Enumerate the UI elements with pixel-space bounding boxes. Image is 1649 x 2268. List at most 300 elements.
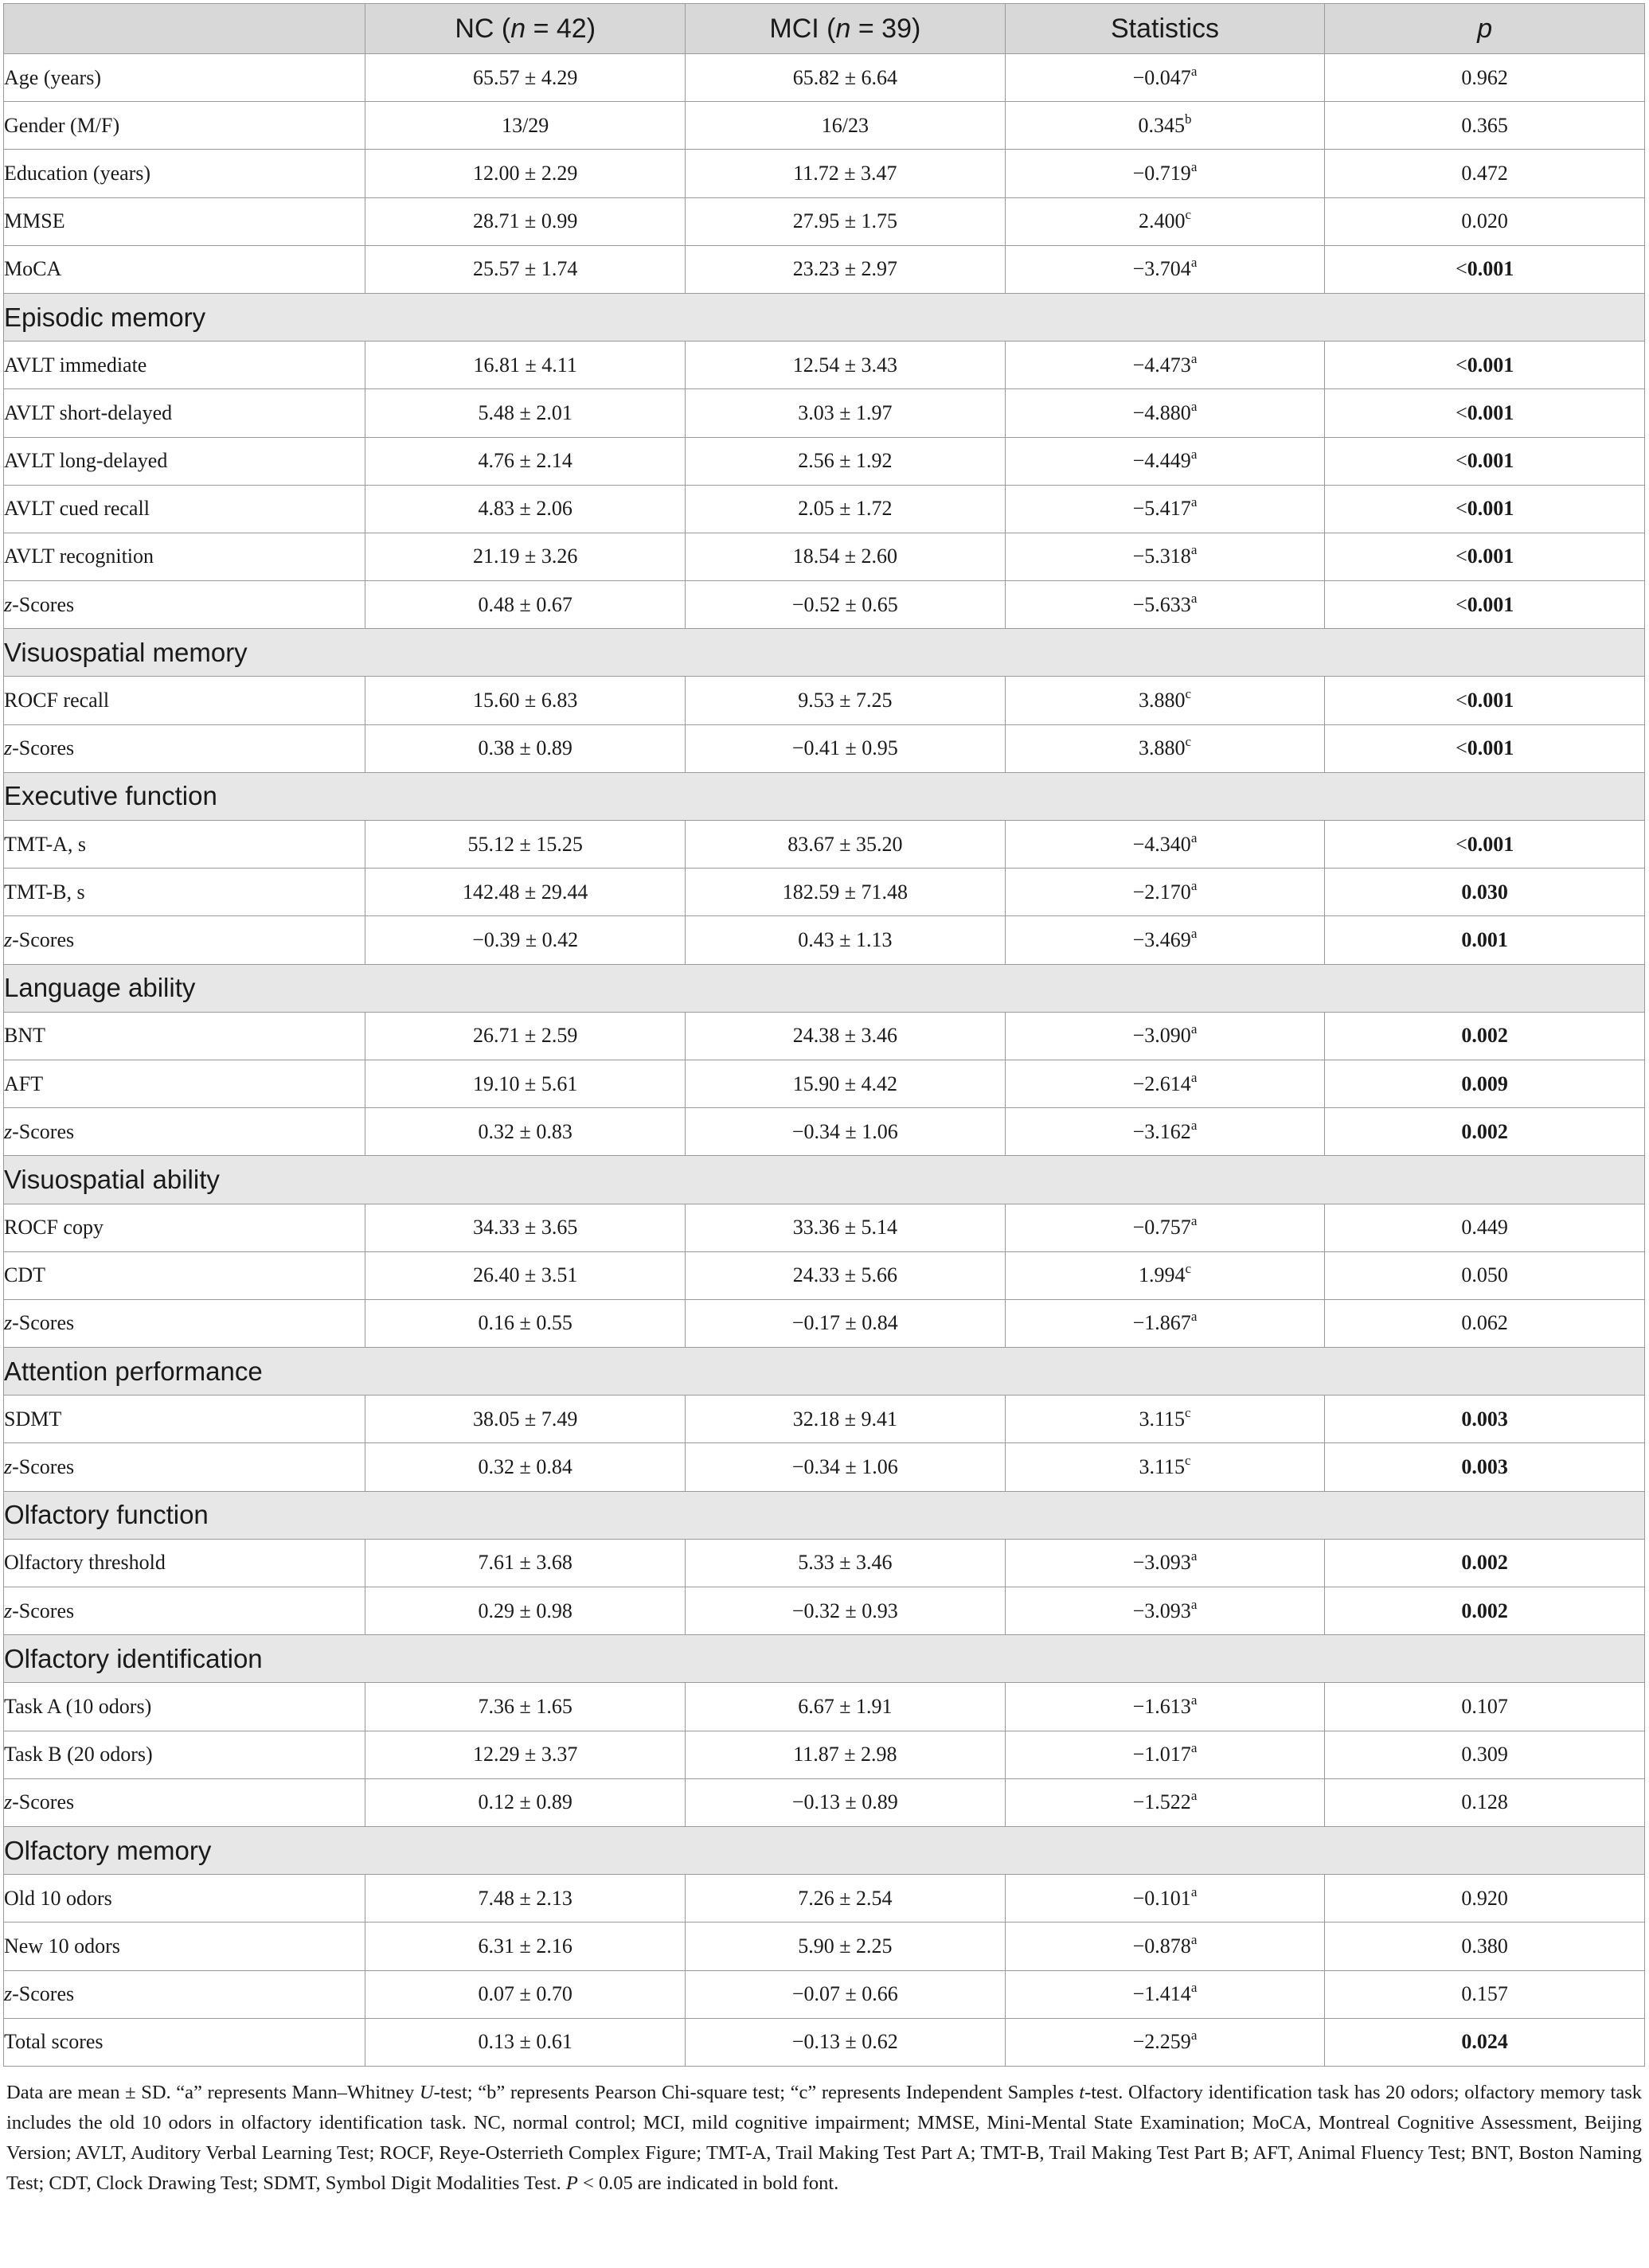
nc-value: 0.32 ± 0.83 (365, 1108, 686, 1156)
header-blank (4, 4, 365, 54)
statistic-number: 3.115 (1139, 1407, 1185, 1431)
row-label-text: CDT (4, 1263, 45, 1287)
row-label-text: ROCF copy (4, 1216, 104, 1239)
mci-value: −0.52 ± 0.65 (686, 581, 1006, 629)
row-label-text: Gender (M/F) (4, 113, 120, 137)
test-marker: c (1185, 207, 1192, 223)
row-label-text: Task A (10 odors) (4, 1694, 152, 1718)
nc-value: 0.38 ± 0.89 (365, 724, 686, 772)
table-row (4, 1204, 1645, 1251)
row-label (4, 102, 365, 150)
section-title: Executive function (4, 772, 1645, 820)
statistic-number: −0.719 (1132, 161, 1191, 185)
p-number: 0.003 (1461, 1455, 1508, 1479)
table-row (4, 485, 1645, 533)
row-label (4, 1443, 365, 1491)
row-label-text: MoCA (4, 257, 62, 281)
row-label (4, 1060, 365, 1107)
p-value (1325, 1060, 1645, 1107)
mci-value: 2.56 ± 1.92 (686, 437, 1006, 485)
mci-value: −0.32 ± 0.93 (686, 1587, 1006, 1635)
row-label-text: Old 10 odors (4, 1886, 112, 1910)
statistic-value (1005, 1875, 1325, 1923)
section-row (4, 1156, 1645, 1204)
statistic-value (1005, 437, 1325, 485)
nc-value: 21.19 ± 3.26 (365, 533, 686, 580)
p-number: 0.020 (1461, 209, 1508, 233)
test-marker: c (1185, 1261, 1192, 1277)
p-value (1325, 1204, 1645, 1251)
statistic-value (1005, 1970, 1325, 2018)
statistic-value (1005, 2018, 1325, 2066)
row-label-text: AVLT short-delayed (4, 400, 173, 424)
p-number: 0.001 (1467, 689, 1514, 712)
test-marker: a (1190, 398, 1198, 414)
row-label-text: -Scores (12, 1119, 75, 1143)
p-number: 0.107 (1461, 1694, 1508, 1718)
mci-value: 65.82 ± 6.64 (686, 54, 1006, 102)
row-label-italic: z (4, 592, 13, 616)
nc-value: 0.32 ± 0.84 (365, 1443, 686, 1491)
table-row (4, 245, 1645, 293)
table-row (4, 1778, 1645, 1826)
nc-value: 19.10 ± 5.61 (365, 1060, 686, 1107)
mci-value: 6.67 ± 1.91 (686, 1683, 1006, 1731)
p-prefix: < (1456, 497, 1467, 521)
mci-value: 83.67 ± 35.20 (686, 821, 1006, 869)
row-label-text: AFT (4, 1072, 44, 1095)
mci-value: −0.34 ± 1.06 (686, 1443, 1006, 1491)
test-marker: c (1185, 1453, 1191, 1469)
p-value (1325, 150, 1645, 197)
document (3, 3, 1645, 2199)
row-label (4, 1587, 365, 1635)
nc-value: 38.05 ± 7.49 (365, 1396, 686, 1443)
test-marker: a (1190, 1788, 1198, 1804)
test-marker: a (1190, 1596, 1198, 1612)
p-value (1325, 1108, 1645, 1156)
test-marker: a (1190, 1213, 1198, 1229)
table-row (4, 1683, 1645, 1731)
statistic-value (1005, 1539, 1325, 1587)
mci-value: −0.17 ± 0.84 (686, 1299, 1006, 1347)
statistic-value (1005, 342, 1325, 389)
table-row (4, 1060, 1645, 1107)
p-value (1325, 724, 1645, 772)
row-label (4, 1683, 365, 1731)
nc-value: 26.40 ± 3.51 (365, 1251, 686, 1299)
p-number: 0.001 (1467, 449, 1514, 473)
p-value (1325, 1923, 1645, 1970)
statistic-value (1005, 1396, 1325, 1443)
p-number: 0.128 (1461, 1790, 1508, 1814)
row-label (4, 1251, 365, 1299)
p-number: 0.003 (1461, 1407, 1508, 1431)
section-title: Language ability (4, 964, 1645, 1012)
nc-value: 142.48 ± 29.44 (365, 869, 686, 916)
statistic-value (1005, 1731, 1325, 1778)
row-label (4, 724, 365, 772)
statistic-number: −0.757 (1132, 1216, 1191, 1239)
row-label-text: -Scores (12, 736, 75, 760)
row-label-text: -Scores (12, 1790, 75, 1814)
row-label-text: -Scores (12, 1599, 75, 1622)
row-label (4, 389, 365, 437)
test-marker: a (1190, 158, 1198, 174)
p-value (1325, 677, 1645, 724)
statistic-number: −0.047 (1132, 65, 1191, 89)
statistic-number: −3.090 (1132, 1024, 1191, 1048)
p-number: 0.062 (1461, 1311, 1508, 1335)
p-value (1325, 1539, 1645, 1587)
row-label-text: TMT-A, s (4, 832, 87, 856)
statistic-number: 3.880 (1138, 689, 1186, 712)
row-label-text: ROCF recall (4, 689, 110, 712)
p-value (1325, 245, 1645, 293)
row-label (4, 916, 365, 964)
p-number: 0.024 (1461, 2030, 1508, 2054)
mci-value: −0.13 ± 0.62 (686, 2018, 1006, 2066)
row-label-text: -Scores (12, 1455, 75, 1479)
mci-value: 12.54 ± 3.43 (686, 342, 1006, 389)
p-value (1325, 54, 1645, 102)
statistic-number: −4.880 (1132, 400, 1191, 424)
statistic-number: −4.340 (1132, 832, 1191, 856)
statistic-value (1005, 485, 1325, 533)
table-row (4, 821, 1645, 869)
table-row (4, 197, 1645, 245)
test-marker: c (1185, 1404, 1191, 1420)
statistic-value (1005, 389, 1325, 437)
test-marker: a (1190, 1980, 1198, 1996)
test-marker: a (1190, 1548, 1198, 1564)
row-label (4, 677, 365, 724)
test-marker: a (1190, 63, 1198, 79)
header-p: p (1325, 4, 1645, 54)
row-label-text: AVLT recognition (4, 545, 154, 568)
statistic-number: −3.469 (1132, 927, 1191, 951)
p-number: 0.365 (1461, 113, 1508, 137)
statistic-value (1005, 724, 1325, 772)
p-number: 0.001 (1467, 545, 1514, 568)
statistic-number: −0.101 (1132, 1886, 1191, 1910)
statistic-number: −0.878 (1132, 1934, 1191, 1958)
header-mci: MCI (n = 39) (686, 4, 1006, 54)
section-title: Visuospatial ability (4, 1156, 1645, 1204)
table-row (4, 1251, 1645, 1299)
test-marker: a (1190, 1117, 1198, 1133)
p-value (1325, 102, 1645, 150)
table-row (4, 581, 1645, 629)
statistic-number: −4.449 (1132, 449, 1191, 473)
table-footnote: Data are mean ± SD. “a” represents Mann–Whitney U-test; “b” represents Pearson Chi-square test; “c” represents Independent Samples t-test. Olfactory identification task has 20 odors; olfactory memory task includes the old 10 odors in olfactory identification task. NC, normal control; MCI, mild cognitive impairment; MMSE, Mini-Mental State Examination; MoCA, Montreal Cognitive Assessment, Beijing Version; AVLT, Auditory Verbal Learning Test; ROCF, Reye-Osterrieth Complex Figure; TMT-A, Trail Making Test Part A; TMT-B, Trail Making Test Part B; AFT, Animal Fluency Test; BNT, Boston Naming Test; CDT, Clock Drawing Test; SDMT, Symbol Digit Modalities Test. P < 0.05 are indicated in bold font. (6, 2081, 1643, 2194)
test-marker: a (1190, 1069, 1198, 1085)
row-label-italic: z (4, 736, 13, 760)
table-row (4, 2018, 1645, 2066)
nc-value: 65.57 ± 4.29 (365, 54, 686, 102)
row-label-text: SDMT (4, 1407, 62, 1431)
statistic-number: −2.170 (1132, 880, 1191, 904)
row-label (4, 342, 365, 389)
row-label (4, 821, 365, 869)
nc-value: 55.12 ± 15.25 (365, 821, 686, 869)
p-value (1325, 437, 1645, 485)
p-value (1325, 485, 1645, 533)
mci-value: 182.59 ± 71.48 (686, 869, 1006, 916)
statistic-number: 1.994 (1138, 1263, 1186, 1287)
nc-value: −0.39 ± 0.42 (365, 916, 686, 964)
p-value (1325, 1970, 1645, 2018)
test-marker: a (1190, 1692, 1198, 1708)
statistic-value (1005, 533, 1325, 580)
table-row (4, 724, 1645, 772)
mci-value: −0.13 ± 0.89 (686, 1778, 1006, 1826)
row-label-text: MMSE (4, 209, 65, 233)
row-label-text: AVLT long-delayed (4, 449, 168, 473)
p-number: 0.001 (1467, 257, 1514, 281)
row-label (4, 1923, 365, 1970)
mci-value: 5.33 ± 3.46 (686, 1539, 1006, 1587)
p-value (1325, 533, 1645, 580)
row-label (4, 1731, 365, 1778)
p-prefix: < (1456, 689, 1467, 712)
statistic-value (1005, 869, 1325, 916)
p-number: 0.001 (1467, 592, 1514, 616)
table-row (4, 1539, 1645, 1587)
test-marker: a (1190, 1883, 1198, 1899)
test-marker: a (1190, 542, 1198, 558)
mci-value: 24.33 ± 5.66 (686, 1251, 1006, 1299)
statistic-number: −5.633 (1132, 592, 1191, 616)
header-nc: NC (n = 42) (365, 4, 686, 54)
statistic-number: 3.880 (1138, 736, 1186, 760)
statistic-number: 3.115 (1139, 1455, 1185, 1479)
test-marker: a (1190, 350, 1198, 366)
table-row (4, 102, 1645, 150)
mci-value: 11.87 ± 2.98 (686, 1731, 1006, 1778)
mci-value: 3.03 ± 1.97 (686, 389, 1006, 437)
table-row (4, 869, 1645, 916)
row-label (4, 1396, 365, 1443)
test-marker: a (1190, 830, 1198, 845)
section-title: Attention performance (4, 1348, 1645, 1396)
row-label-text: New 10 odors (4, 1934, 120, 1958)
row-label (4, 150, 365, 197)
row-label-text: -Scores (12, 927, 75, 951)
mci-value: 15.90 ± 4.42 (686, 1060, 1006, 1107)
table-row (4, 150, 1645, 197)
nc-value: 0.12 ± 0.89 (365, 1778, 686, 1826)
p-number: 0.030 (1461, 880, 1508, 904)
section-title: Olfactory memory (4, 1826, 1645, 1874)
table-row (4, 916, 1645, 964)
p-value (1325, 1251, 1645, 1299)
p-number: 0.157 (1461, 1982, 1508, 2006)
statistic-number: −2.614 (1132, 1072, 1191, 1095)
test-marker: c (1185, 734, 1192, 750)
section-row (4, 1635, 1645, 1683)
header-statistics: Statistics (1005, 4, 1325, 54)
test-marker: c (1185, 686, 1192, 702)
row-label (4, 54, 365, 102)
row-label (4, 869, 365, 916)
p-value (1325, 1587, 1645, 1635)
p-value (1325, 1012, 1645, 1060)
test-marker: a (1190, 877, 1198, 893)
row-label-italic: z (4, 1455, 13, 1479)
statistic-number: 2.400 (1138, 209, 1186, 233)
p-number: 0.001 (1467, 832, 1514, 856)
table-row (4, 54, 1645, 102)
p-number: 0.002 (1461, 1599, 1508, 1622)
mci-value: 27.95 ± 1.75 (686, 197, 1006, 245)
statistic-number: −4.473 (1132, 353, 1191, 377)
p-prefix: < (1456, 592, 1467, 616)
section-row (4, 772, 1645, 820)
nc-value: 0.13 ± 0.61 (365, 2018, 686, 2066)
table-row (4, 1108, 1645, 1156)
section-row (4, 1348, 1645, 1396)
row-label (4, 1204, 365, 1251)
statistic-value (1005, 821, 1325, 869)
row-label-italic: z (4, 1982, 13, 2006)
nc-value: 13/29 (365, 102, 686, 150)
p-value (1325, 1778, 1645, 1826)
statistic-value (1005, 245, 1325, 293)
nc-value: 7.61 ± 3.68 (365, 1539, 686, 1587)
statistic-value (1005, 581, 1325, 629)
p-value (1325, 1299, 1645, 1347)
statistic-value (1005, 197, 1325, 245)
p-number: 0.002 (1461, 1024, 1508, 1048)
test-marker: a (1190, 2028, 1198, 2044)
header-row (4, 4, 1645, 54)
p-number: 0.009 (1461, 1072, 1508, 1095)
p-prefix: < (1456, 449, 1467, 473)
nc-value: 7.36 ± 1.65 (365, 1683, 686, 1731)
table-row (4, 533, 1645, 580)
table-row (4, 1012, 1645, 1060)
nc-value: 0.48 ± 0.67 (365, 581, 686, 629)
p-number: 0.920 (1461, 1886, 1508, 1910)
statistic-number: 0.345 (1138, 113, 1185, 137)
statistic-value (1005, 1251, 1325, 1299)
statistic-value (1005, 1204, 1325, 1251)
statistic-number: −3.093 (1132, 1551, 1191, 1575)
statistic-number: −2.259 (1132, 2030, 1191, 2054)
p-number: 0.001 (1467, 497, 1514, 521)
mci-value: 2.05 ± 1.72 (686, 485, 1006, 533)
row-label-text: TMT-B, s (4, 880, 85, 904)
row-label-text: -Scores (12, 1311, 75, 1335)
test-marker: a (1190, 590, 1198, 606)
section-title: Visuospatial memory (4, 629, 1645, 677)
nc-value: 34.33 ± 3.65 (365, 1204, 686, 1251)
row-label-italic: z (4, 1599, 13, 1622)
p-prefix: < (1456, 832, 1467, 856)
p-number: 0.002 (1461, 1551, 1508, 1575)
statistic-value (1005, 677, 1325, 724)
row-label (4, 1108, 365, 1156)
statistic-number: −5.417 (1132, 497, 1191, 521)
p-prefix: < (1456, 353, 1467, 377)
row-label-text: -Scores (12, 592, 75, 616)
table-row (4, 1923, 1645, 1970)
p-value (1325, 342, 1645, 389)
p-number: 0.962 (1461, 65, 1508, 89)
p-value (1325, 1443, 1645, 1491)
mci-value: 32.18 ± 9.41 (686, 1396, 1006, 1443)
row-label-italic: z (4, 1790, 13, 1814)
statistic-number: −1.613 (1132, 1694, 1191, 1718)
statistic-number: −1.414 (1132, 1982, 1191, 2006)
mci-value: 5.90 ± 2.25 (686, 1923, 1006, 1970)
mci-value: 7.26 ± 2.54 (686, 1875, 1006, 1923)
mci-value: 0.43 ± 1.13 (686, 916, 1006, 964)
table-row (4, 1731, 1645, 1778)
nc-value: 4.83 ± 2.06 (365, 485, 686, 533)
table-row (4, 389, 1645, 437)
statistic-number: −5.318 (1132, 545, 1191, 568)
row-label (4, 1970, 365, 2018)
p-number: 0.001 (1467, 400, 1514, 424)
test-marker: b (1185, 111, 1192, 127)
row-label-italic: z (4, 927, 13, 951)
nc-value: 28.71 ± 0.99 (365, 197, 686, 245)
statistic-value (1005, 1299, 1325, 1347)
nc-value: 15.60 ± 6.83 (365, 677, 686, 724)
nc-value: 4.76 ± 2.14 (365, 437, 686, 485)
statistic-number: −1.017 (1132, 1743, 1191, 1766)
statistic-value (1005, 1683, 1325, 1731)
nc-value: 12.29 ± 3.37 (365, 1731, 686, 1778)
row-label (4, 197, 365, 245)
p-number: 0.050 (1461, 1263, 1508, 1287)
mci-value: −0.34 ± 1.06 (686, 1108, 1006, 1156)
row-label (4, 581, 365, 629)
nc-value: 6.31 ± 2.16 (365, 1923, 686, 1970)
section-row (4, 293, 1645, 341)
nc-value: 12.00 ± 2.29 (365, 150, 686, 197)
section-title: Olfactory function (4, 1491, 1645, 1539)
statistic-number: −3.162 (1132, 1119, 1191, 1143)
p-value (1325, 1875, 1645, 1923)
p-value (1325, 916, 1645, 964)
row-label-text: Olfactory threshold (4, 1551, 166, 1575)
test-marker: a (1190, 1931, 1198, 1947)
statistic-value (1005, 102, 1325, 150)
nc-value: 0.07 ± 0.70 (365, 1970, 686, 2018)
mci-value: 24.38 ± 3.46 (686, 1012, 1006, 1060)
row-label (4, 1539, 365, 1587)
row-label (4, 485, 365, 533)
test-marker: a (1190, 494, 1198, 510)
statistic-value (1005, 1060, 1325, 1107)
statistic-value (1005, 1923, 1325, 1970)
p-number: 0.380 (1461, 1934, 1508, 1958)
row-label-text: Education (years) (4, 161, 151, 185)
p-value (1325, 389, 1645, 437)
test-marker: a (1190, 1740, 1198, 1756)
p-number: 0.449 (1461, 1216, 1508, 1239)
table-body (4, 54, 1645, 2067)
row-label (4, 1778, 365, 1826)
mci-value: 23.23 ± 2.97 (686, 245, 1006, 293)
nc-value: 0.29 ± 0.98 (365, 1587, 686, 1635)
row-label-italic: z (4, 1311, 13, 1335)
statistic-value (1005, 54, 1325, 102)
statistic-value (1005, 916, 1325, 964)
